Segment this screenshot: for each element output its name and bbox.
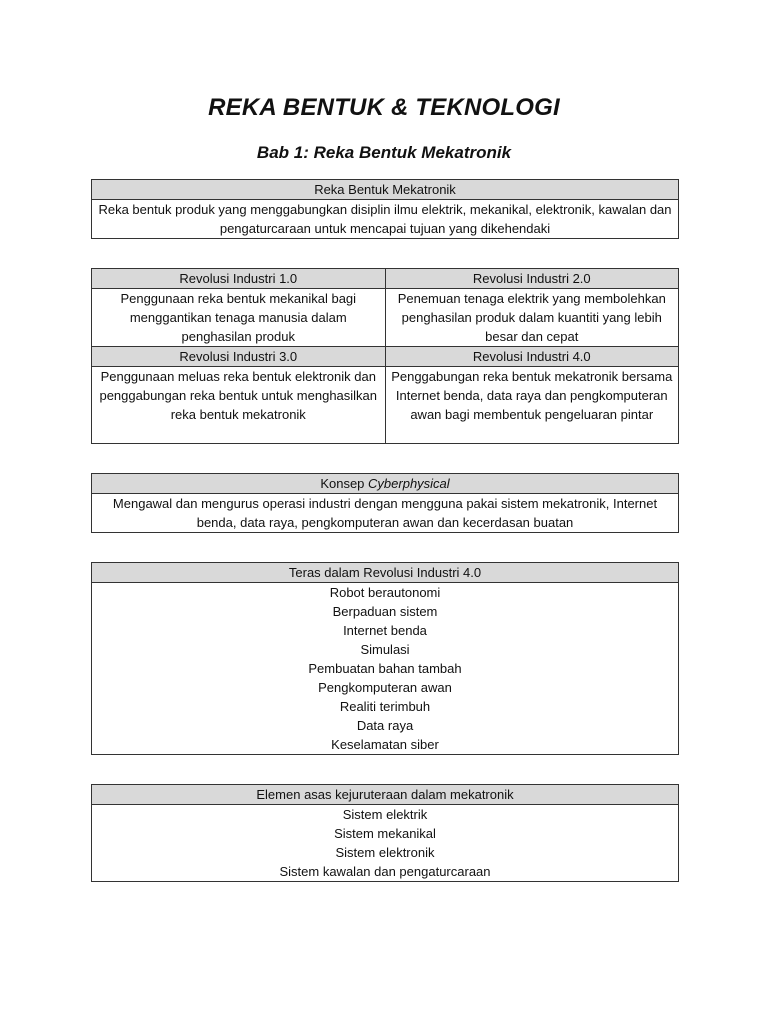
list-item: Berpaduan sistem [332, 604, 438, 619]
revolution-1-header: Revolusi Industri 1.0 [92, 269, 386, 289]
list-item: Sistem elektronik [335, 845, 435, 860]
revolution-3-header: Revolusi Industri 3.0 [92, 347, 386, 367]
revolution-1-body: Penggunaan reka bentuk mekanikal bagi menggantikan tenaga manusia dalam penghasilan produk [92, 289, 386, 347]
pillars-list [92, 583, 679, 755]
list-item: Internet benda [343, 623, 427, 638]
list-item: Pembuatan bahan tambah [308, 661, 462, 676]
revolution-4-body: Penggabungan reka bentuk mekatronik bersama Internet benda, data raya dan pengkomputeran awan bagi membentuk pengeluaran pintar [385, 367, 679, 444]
revolutions-table [91, 268, 679, 444]
list-item: Sistem kawalan dan pengaturcaraan [279, 864, 491, 879]
pillars-table [91, 562, 679, 755]
revolution-2-header: Revolusi Industri 2.0 [385, 269, 679, 289]
list-item: Simulasi [360, 642, 410, 657]
revolution-4-header: Revolusi Industri 4.0 [385, 347, 679, 367]
chapter-subtitle: Bab 1: Reka Bentuk Mekatronik [256, 143, 512, 162]
list-item: Realiti terimbuh [339, 699, 431, 714]
definition-table [91, 179, 679, 239]
cyberphysical-body: Mengawal dan mengurus operasi industri dengan mengguna pakai sistem mekatronik, Internet benda, data raya, pengkomputeran awan dan kecerdasan buatan [92, 494, 679, 533]
revolution-3-body: Penggunaan meluas reka bentuk elektronik dan penggabungan reka bentuk untuk menghasilkan reka bentuk mekatronik [92, 367, 386, 444]
definition-body: Reka bentuk produk yang menggabungkan disiplin ilmu elektrik, mekanikal, elektronik, kawalan dan pengaturcaraan untuk mencapai tujuan yang dikehendaki [92, 200, 679, 239]
list-item: Sistem mekanikal [334, 826, 436, 841]
cyberphysical-table [91, 473, 679, 533]
cyberphysical-header-term: Cyberphysical [368, 476, 450, 491]
list-item: Robot berautonomi [329, 585, 441, 600]
cyberphysical-header-prefix: Konsep [320, 476, 365, 491]
list-item: Keselamatan siber [331, 737, 439, 752]
elements-table [91, 784, 679, 882]
elements-header: Elemen asas kejuruteraan dalam mekatronik [92, 785, 679, 805]
list-item: Sistem elektrik [342, 807, 428, 822]
pillars-header: Teras dalam Revolusi Industri 4.0 [92, 563, 679, 583]
document-title: REKA BENTUK & TEKNOLOGI [208, 94, 560, 121]
elements-list [92, 805, 679, 882]
list-item: Pengkomputeran awan [318, 680, 452, 695]
definition-header: Reka Bentuk Mekatronik [92, 180, 679, 200]
revolution-2-body: Penemuan tenaga elektrik yang membolehkan penghasilan produk dalam kuantiti yang lebih besar dan cepat [385, 289, 679, 347]
cyberphysical-header [92, 474, 679, 494]
list-item: Data raya [356, 718, 414, 733]
